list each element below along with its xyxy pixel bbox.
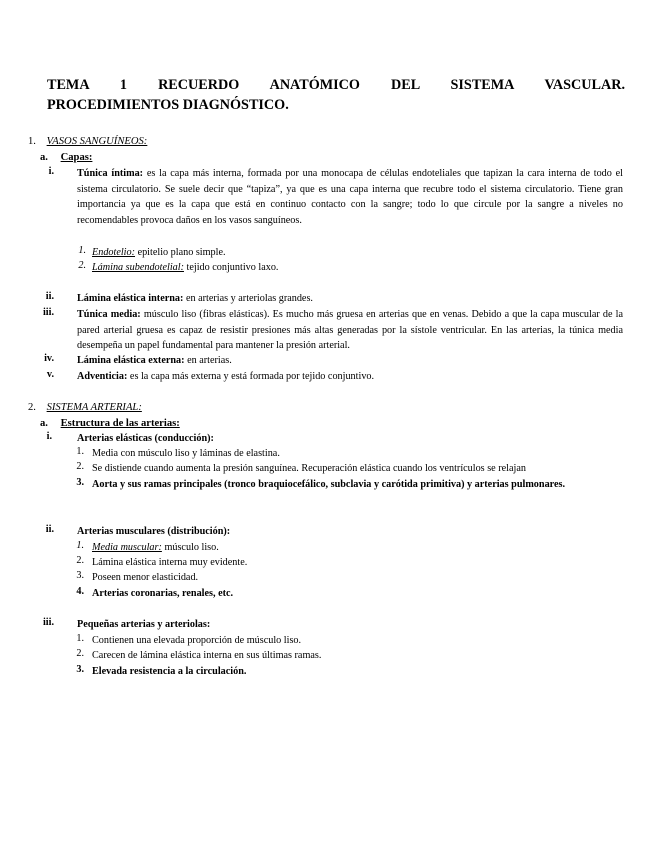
item-2aii-2-text: Lámina elástica interna muy evidente. [92,557,248,568]
sub-2-number: 2. [78,260,86,271]
tunica-intima-term: Túnica íntima: [77,168,144,179]
tunica-media-term: Túnica media: [77,309,141,320]
item-2aiii-2-number: 2. [76,648,84,659]
lamina-elastica-externa-term: Lámina elástica externa: [77,355,185,366]
item-2ai-1-number: 1. [76,446,84,457]
media-muscular-term: Media muscular: [92,542,162,553]
lamina-subendotelial-text: tejido conjuntivo laxo. [183,262,279,273]
item-1av-number: v. [46,369,54,380]
lamina-elastica-interna-text: en arterias y arteriolas grandes. [183,293,313,304]
media-muscular-text: músculo liso. [161,542,219,553]
section-2-title: SISTEMA ARTERIAL: [46,402,142,413]
section-2-number: 2. [28,402,36,413]
page-title [47,75,625,115]
item-2ai-1-text: Media con músculo liso y láminas de elastina. [92,448,280,459]
section-1-number: 1. [28,136,36,147]
tunica-media-text: músculo liso (fibras elásticas). Es mucho más gruesa en arterias que en venas. Debido a que la capa muscular de la pared arterial gruesa es capaz de resistir presiones más altas generadas por la sístole ventricular. En las arterias, la túnica media desempeña un papel fundamental para mantener la presión arterial. [77,309,623,351]
item-2aii-4-text: Arterias coronarias, renales, etc. [92,588,234,599]
section-1-title: VASOS SANGUÍNEOS: [46,136,148,147]
item-2aii-3-number: 3. [76,570,84,581]
item-2aii-4-number: 4. [76,586,84,597]
item-2aiii-number: iii. [42,617,54,628]
endotelio-term: Endotelio: [92,247,136,258]
sub-endotelio [92,245,226,261]
item-2ai-2-text: Se distiende cuando aumenta la presión sanguínea. Recuperación elástica cuando los ventrículos se relajan [92,463,526,474]
section-2a-title: Estructura de las arterias: [60,418,180,429]
item-2aiii-1-number: 1. [76,633,84,644]
tunica-intima-text: es la capa más interna, formada por una monocapa de células endoteliales que tapizan la cara interna de todo el sistema circulatorio. Se suele decir que “tapiza”, ya que es una capa interna que recubre todo el sistema circulatorio. Tiene gran importancia ya que es la capa que está en continuo contacto con la sangre; todo lo que circule por la sangre a niveles no recomendables provoca daños en los vasos sanguíneos. [77,168,624,226]
endotelio-text: epitelio plano simple. [135,247,226,258]
pequenas-arterias-title: Pequeñas arterias y arteriolas: [77,619,211,630]
sub-lamina-subendotelial [92,260,278,276]
item-2aiii-3-text: Elevada resistencia a la circulación. [92,666,247,677]
item-1aii-number: ii. [45,291,54,302]
arterias-musculares-title: Arterias musculares (distribución): [77,526,231,537]
section-2a-number: a. [40,418,48,429]
item-tunica-media [77,307,623,354]
item-2ai-3-text: Aorta y sus ramas principales (tronco braquiocefálico, subclavia y carótida primitiva) y arterias pulmonares. [92,479,566,490]
item-2aiii-1-text: Contienen una elevada proporción de músculo liso. [92,635,302,646]
section-2-heading [28,400,142,416]
section-1a-heading [40,150,92,166]
item-2aiii-3-number: 3. [76,664,84,675]
section-2a-heading [40,416,180,432]
adventicia-text: es la capa más externa y está formada por tejido conjuntivo. [127,371,375,382]
section-1a-title: Capas: [60,152,93,163]
item-adventicia [77,369,374,385]
item-lamina-elastica-interna [77,291,313,307]
item-2aii-1-number: 1. [76,540,84,551]
sub-1-number: 1. [78,245,86,256]
arterias-elasticas-title: Arterias elásticas (conducción): [77,433,214,444]
item-2ai-number: i. [46,431,52,442]
item-2aii-1 [92,540,219,556]
item-1aiv-number: iv. [44,353,54,364]
item-2ai-2-number: 2. [76,461,84,472]
item-tunica-intima [77,166,623,228]
item-2ai-3-number: 3. [76,477,84,488]
lamina-elastica-interna-term: Lámina elástica interna: [77,293,184,304]
item-2aii-2-number: 2. [76,555,84,566]
title-line-2: PROCEDIMIENTOS DIAGNÓSTICO. [47,97,289,113]
item-1ai-number: i. [48,166,54,177]
lamina-subendotelial-term: Lámina subendotelial: [92,262,184,273]
item-2aii-3-text: Poseen menor elasticidad. [92,572,199,583]
lamina-elastica-externa-text: en arterias. [184,355,232,366]
section-1a-number: a. [40,152,48,163]
item-lamina-elastica-externa [77,353,232,369]
item-1aiii-number: iii. [42,307,54,318]
item-2aiii-2-text: Carecen de lámina elástica interna en sus últimas ramas. [92,650,322,661]
section-1-heading [28,134,147,150]
adventicia-term: Adventicia: [77,371,128,382]
title-line-1: TEMA 1 RECUERDO ANATÓMICO DEL SISTEMA VASCULAR. [47,77,625,93]
item-2aii-number: ii. [45,524,54,535]
